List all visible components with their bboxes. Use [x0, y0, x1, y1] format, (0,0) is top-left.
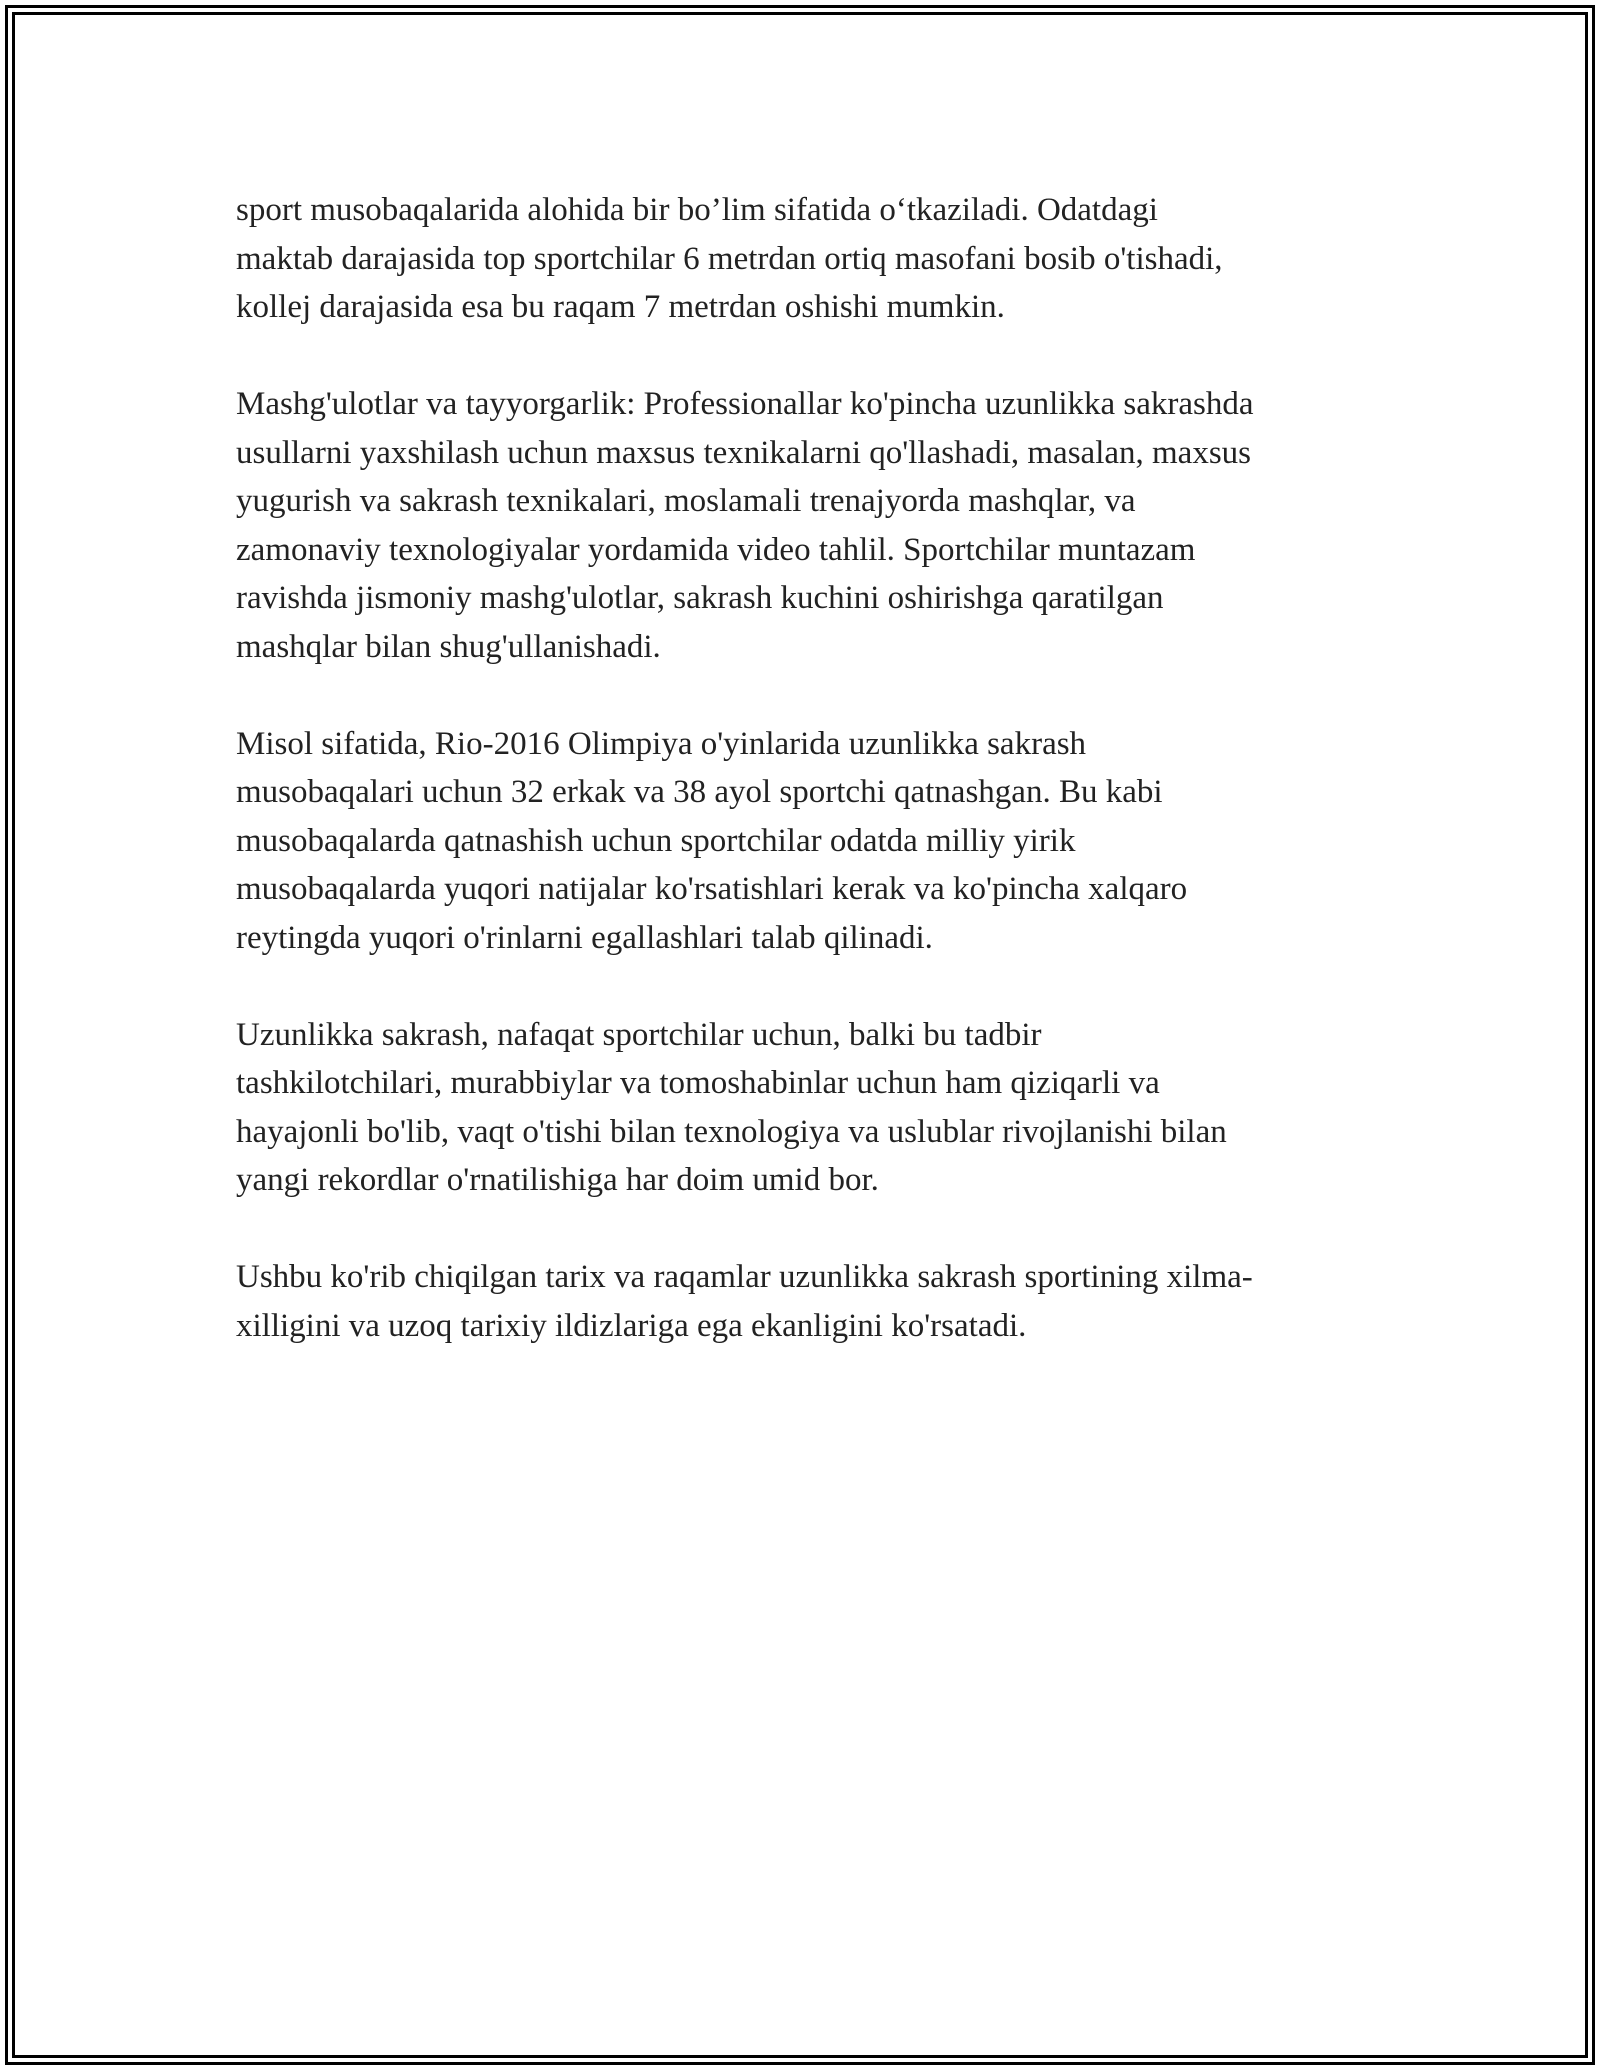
text-line: ravishda jismoniy mashg'ulotlar, sakrash kuchini oshirishga qaratilgan: [236, 580, 1164, 616]
paragraph-5: [236, 1253, 1376, 1350]
paragraph-2: [236, 380, 1376, 671]
text-line: usullarni yaxshilash uchun maxsus texnikalarni qo'llashadi, masalan, maxsus: [236, 434, 1252, 471]
paragraph-3: [236, 720, 1376, 963]
text-line: musobaqalarda qatnashish uchun sportchilar odatda milliy yirik: [236, 822, 1076, 859]
text-line: musobaqalari uchun 32 erkak va 38 ayol sportchi qatnashgan. Bu kabi: [236, 774, 1163, 810]
text-line: yangi rekordlar o'rnatilishiga har doim umid bor.: [236, 1162, 879, 1198]
text-line: musobaqalarda yuqori natijalar ko'rsatishlari kerak va ko'pincha xalqaro: [236, 871, 1188, 907]
text-line: maktab darajasida top sportchilar 6 metrdan ortiq masofani bosib o'tishadi,: [236, 240, 1223, 277]
paragraph-4: [236, 1011, 1376, 1205]
text-line: reytingda yuqori o'rinlarni egallashlari talab qilinadi.: [236, 919, 933, 956]
text-line: kollej darajasida esa bu raqam 7 metrdan oshishi mumkin.: [236, 289, 1005, 325]
text-line: yugurish va sakrash texnikalari, moslamali trenajyorda mashqlar, va: [236, 483, 1136, 519]
text-line: xilligini va uzoq tarixiy ildizlariga ega ekanligini ko'rsatadi.: [236, 1307, 1027, 1344]
document-body: [236, 186, 1376, 1399]
text-line: hayajonli bo'lib, vaqt o'tishi bilan texnologiya va uslublar rivojlanishi bilan: [236, 1113, 1227, 1150]
text-line: tashkilotchilari, murabbiylar va tomoshabinlar uchun ham qiziqarli va: [236, 1065, 1160, 1101]
text-line: sport musobaqalarida alohida bir bo’lim sifatida o‘tkaziladi. Odatdagi: [236, 192, 1158, 228]
text-line: zamonaviy texnologiyalar yordamida video tahlil. Sportchilar muntazam: [236, 531, 1196, 568]
text-line: Misol sifatida, Rio-2016 Olimpiya o'yinlarida uzunlikka sakrash: [236, 725, 1087, 762]
text-line: Uzunlikka sakrash, nafaqat sportchilar uchun, balki bu tadbir: [236, 1016, 1042, 1053]
paragraph-1: [236, 186, 1376, 332]
text-line: mashqlar bilan shug'ullanishadi.: [236, 628, 661, 665]
text-line: Ushbu ko'rib chiqilgan tarix va raqamlar uzunlikka sakrash sportining xilma-: [236, 1259, 1253, 1295]
text-line: Mashg'ulotlar va tayyorgarlik: Professionallar ko'pincha uzunlikka sakrashda: [236, 386, 1254, 422]
